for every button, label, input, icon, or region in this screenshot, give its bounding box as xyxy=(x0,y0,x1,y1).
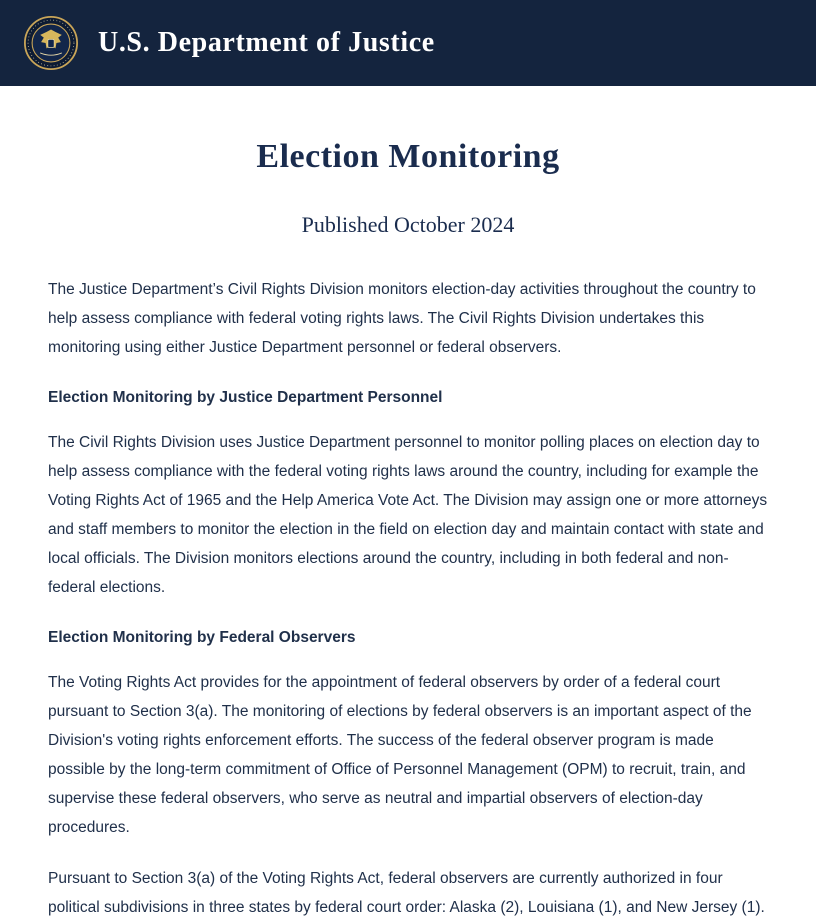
paragraph-personnel: The Civil Rights Division uses Justice Department personnel to monitor polling places on election day to help assess compliance with the federal voting rights laws around the country, including for example the Voting Rights Act of 1965 and the Help America Vote Act. The Division may assign one or more attorneys and staff members to monitor the election in the field on election day and maintain contact with state and local officials. The Division monitors elections around the country, including in both federal and non-federal elections. xyxy=(48,433,768,596)
paragraph-observers: The Voting Rights Act provides for the appointment of federal observers by order of a federal court pursuant to Section 3(a). The monitoring of elections by federal observers is an important aspect of the Division's voting rights enforcement efforts. The success of the federal observer program is made possible by the long-term commitment of Office of Personnel Management (OPM) to recruit, train, and supervise these federal observers, who serve as neutral and impartial observers of election-day procedures. xyxy=(48,673,752,836)
published-date: Published October 2024 xyxy=(301,212,515,237)
article xyxy=(0,138,816,923)
section-heading-personnel: Election Monitoring by Justice Department Personnel xyxy=(48,388,443,406)
doj-seal-icon xyxy=(24,16,78,70)
section-heading-observers: Election Monitoring by Federal Observers xyxy=(48,628,356,646)
site-header xyxy=(0,0,816,86)
site-title: U.S. Department of Justice xyxy=(98,27,435,58)
paragraph-authorizations: Pursuant to Section 3(a) of the Voting Rights Act, federal observers are currently authorized in four political subdivisions in three states by federal court order: Alaska (2), Louisiana (1), and New Jersey (1). xyxy=(48,869,765,916)
paragraph-intro: The Justice Department’s Civil Rights Division monitors election-day activities throughout the country to help assess compliance with federal voting rights laws. The Civil Rights Division undertakes this monitoring using either Justice Department personnel or federal observers. xyxy=(48,281,756,356)
page-title: Election Monitoring xyxy=(256,138,560,175)
